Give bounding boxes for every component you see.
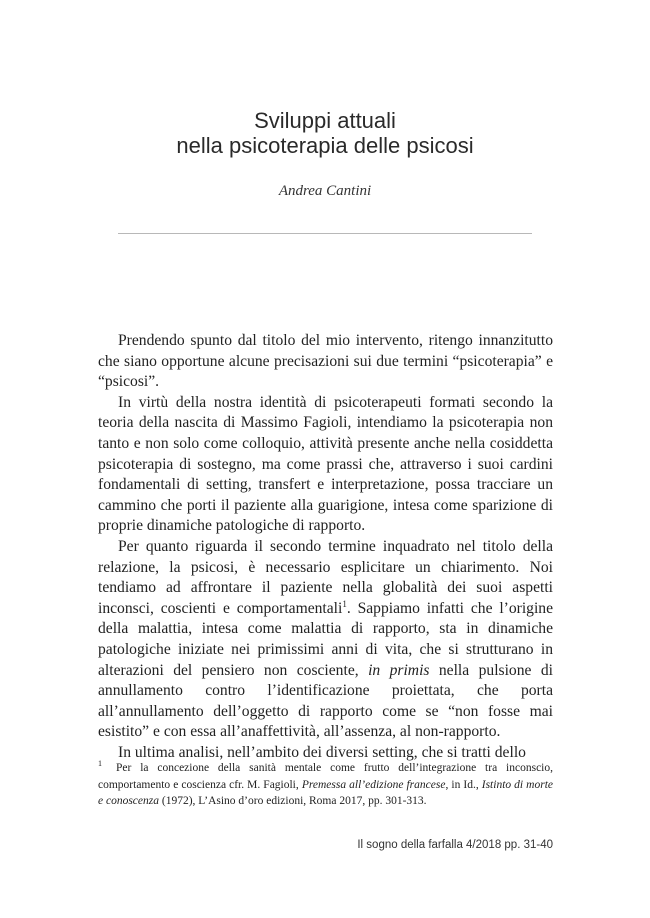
paragraph-3-part-b: . Sappiamo infatti che l’origine della malattia, intesa come malattia di rapporto, sta in dinamiche patologiche iniziate nei primissimi anni di vita, che si strutturano in alterazioni del pensiero non cosciente, [98, 599, 554, 679]
footnote-number: 1 [98, 759, 102, 769]
paragraph-2: In virtù della nostra identità di psicoterapeuti formati secondo la teoria della nascita di Massimo Fagioli, intendiamo la psicoterapia non tanto e non solo come colloquio, attività presente anche nella cosiddetta psicoterapia di sostegno, ma come prassi che, attraverso i suoi cardini fondamentali di setting, transfert e interpretazione, possa tracciare un cammino che porti il paziente alla guarigione, intesa come sparizione di proprie dinamiche patologiche di rapporto. [98, 393, 553, 535]
paragraph-4: In ultima analisi, nell’ambito dei diversi setting, che si tratti dello [118, 743, 526, 761]
footnote-cited-title-b: Istinto di morte e conoscenza [98, 778, 554, 807]
running-footer: Il sogno della farfalla 4/2018 pp. 31-40 [357, 839, 553, 851]
paragraph-3-italic: in primis [368, 661, 430, 679]
author-name: Andrea Cantini [278, 183, 372, 199]
paragraph-3-part-a: Per quanto riguarda il secondo termine inquadrato nel titolo della relazione, la psicosi, è necessario esplicitare un chiarimento. Noi tendiamo ad affrontare il paziente nella globalità dei suoi aspetti inconsci, coscienti e comportamentali [98, 537, 553, 617]
footnote-text-b: , in Id., [445, 778, 482, 791]
paragraph-3-part-c: nella pulsione di annullamento contro l’identificazione proiettata, che porta all’annullamento dell’oggetto di rapporto come se “non fosse mai esistito” e con essa all’anaffettività, all’assenza, al non-rapporto. [98, 661, 553, 741]
footnote [98, 760, 553, 810]
article-title [0, 108, 650, 158]
title-divider [118, 233, 532, 234]
footnote-cited-title-a: Premessa all’edizione francese [301, 778, 446, 791]
paragraph-3 [98, 537, 553, 743]
footnote-text-a: Per la concezione della sanità mentale come frutto dell’integrazione tra inconscio, comportamento e coscienza cfr. M. Fagioli, [98, 762, 553, 791]
footnote-reference[interactable]: 1 [342, 598, 347, 609]
article-body [98, 331, 553, 763]
paragraph-1: Prendendo spunto dal titolo del mio intervento, ritengo innanzitutto che siano opportune alcune precisazioni sui due termini “psicoterapia” e “psicosi”. [98, 332, 553, 391]
title-line-1: Sviluppi attuali [254, 108, 396, 133]
title-line-2: nella psicoterapia delle psicosi [176, 133, 474, 158]
footnote-text-c: (1972), L’Asino d’oro edizioni, Roma 2017, pp. 301-313. [159, 795, 427, 807]
